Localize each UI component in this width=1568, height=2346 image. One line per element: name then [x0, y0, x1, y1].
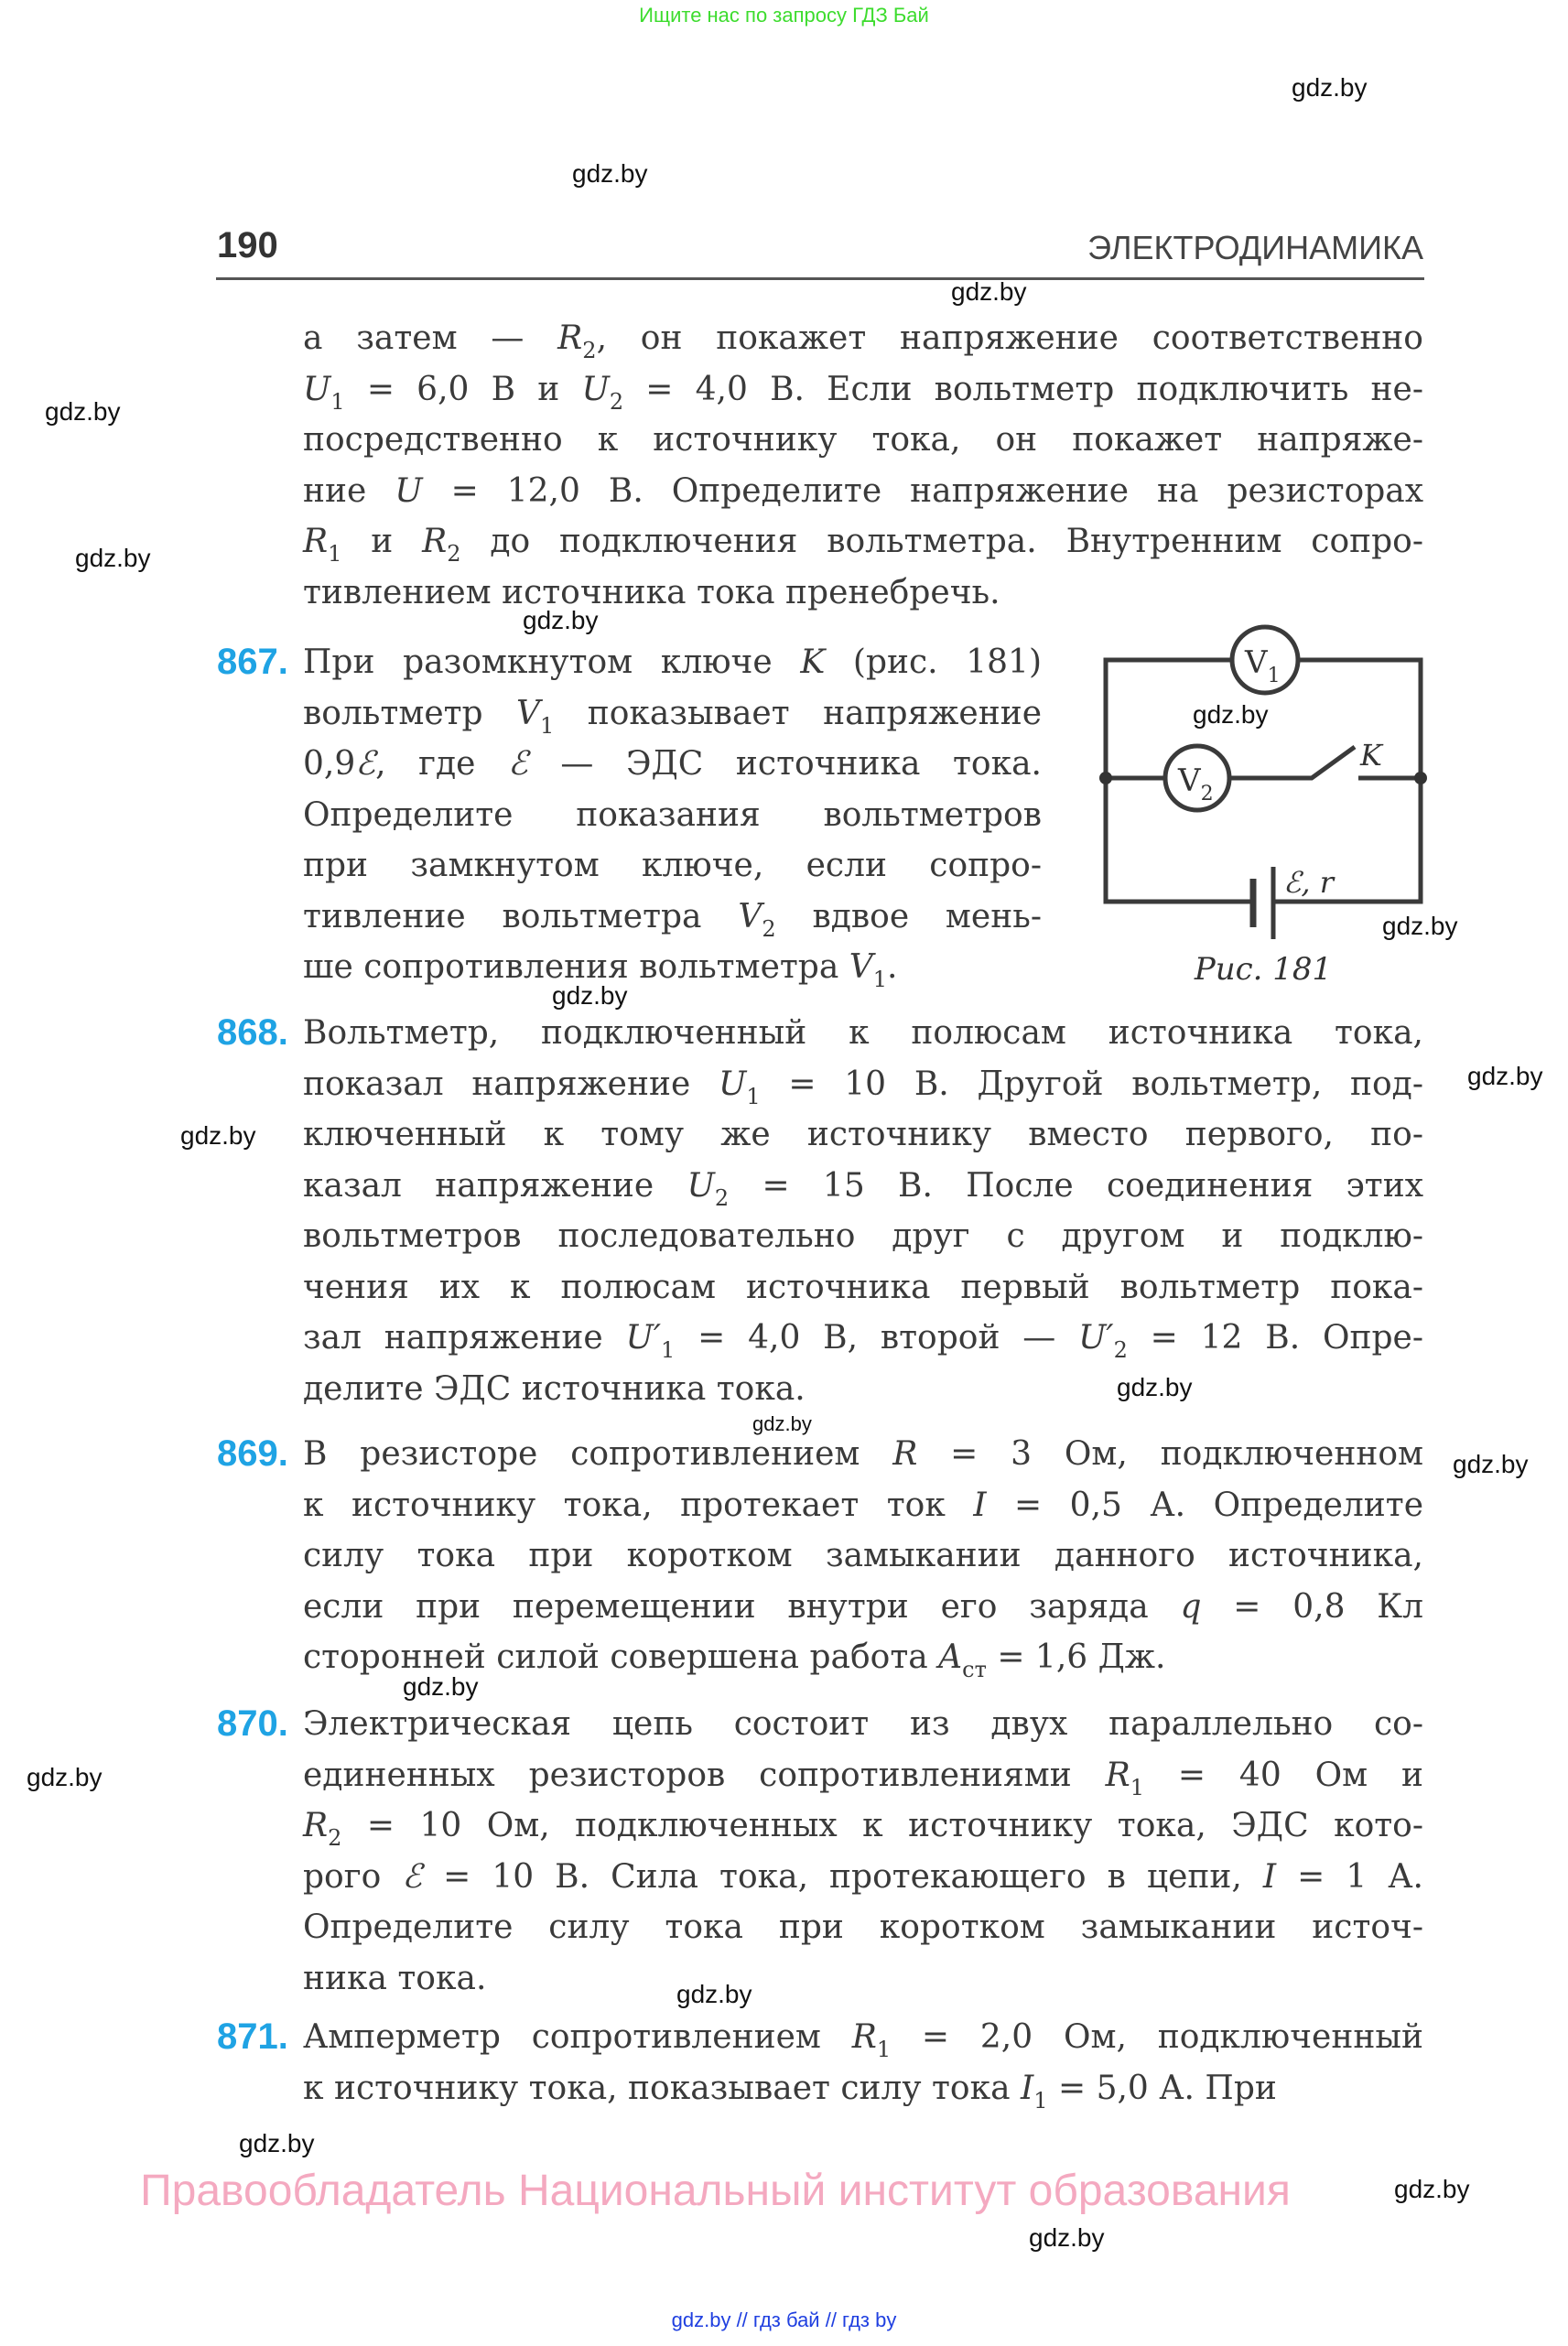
text-run: к источнику тока, показывает силу тока: [303, 2069, 1022, 2107]
watermark: gdz.by: [523, 606, 599, 634]
watermark: gdz.by: [572, 159, 648, 188]
variable-symbol: R: [892, 1435, 918, 1473]
text-run: показывает напряжение: [554, 694, 1042, 732]
variable-subscript: 2: [582, 338, 597, 363]
text-run: при замкнутом ключе, если сопро-: [303, 847, 1042, 884]
text-run: = 12 В. Опре-: [1127, 1319, 1423, 1357]
text-run: = 10 Ом, подключенных к источнику тока, ЭДС кото-: [341, 1807, 1423, 1844]
watermark: gdz.by: [1467, 1062, 1543, 1090]
watermark: gdz.by: [180, 1121, 256, 1150]
text-run: ника тока.: [303, 1959, 487, 1997]
text-run: = 4,0 В, второй —: [675, 1319, 1079, 1357]
variable-symbol: K: [800, 643, 826, 681]
section-title: ЭЛЕКТРОДИНАМИКА: [1087, 229, 1423, 266]
variable-subscript: 2: [762, 915, 776, 942]
text-run: тивление вольтметра: [303, 897, 739, 935]
page-number: 190: [217, 225, 278, 265]
footer-links[interactable]: gdz.by // гдз бай // гдз by: [671, 2308, 897, 2331]
variable-symbol: V: [516, 694, 541, 732]
text-run: , он покажет напряжение соответственно: [596, 319, 1423, 357]
watermark: gdz.by: [239, 2129, 315, 2157]
watermark: gdz.by: [27, 1763, 103, 1791]
watermark: gdz.by: [951, 277, 1027, 306]
variable-subscript: ст: [962, 1657, 987, 1682]
text-run: = 40 Ом и: [1144, 1756, 1423, 1794]
variable-symbol: U′: [625, 1319, 662, 1357]
text-run: .: [887, 948, 898, 986]
variable-symbol: R: [303, 1807, 329, 1844]
text-run: = 10 В. Сила тока, протекающего в цепи,: [422, 1857, 1263, 1896]
variable-symbol: U: [687, 1166, 715, 1205]
text-run: = 10 В. Другой вольтметр, под-: [760, 1065, 1423, 1103]
variable-symbol: R: [557, 319, 583, 357]
text-run: а затем —: [303, 319, 558, 357]
source-label: ℰ, r: [1283, 865, 1335, 900]
text-run: Амперметр сопротивлением: [303, 2018, 852, 2056]
variable-subscript: 2: [1113, 1337, 1128, 1363]
variable-symbol: ℰ: [402, 1857, 423, 1896]
variable-symbol: I: [973, 1486, 987, 1524]
variable-symbol: R: [1105, 1756, 1130, 1794]
variable-symbol: q: [1180, 1587, 1202, 1626]
variable-symbol: I: [1262, 1857, 1277, 1896]
watermark: gdz.by: [676, 1980, 752, 2008]
watermark: gdz.by: [403, 1672, 479, 1701]
variable-symbol: U: [719, 1065, 747, 1103]
problem-number: 868.: [217, 1012, 288, 1053]
variable-symbol: U: [395, 471, 423, 510]
variable-symbol: I: [1021, 2069, 1034, 2107]
text-run: Определите показания вольтметров: [303, 795, 1042, 834]
circuit-wires: [1106, 660, 1421, 902]
text-run: рого: [303, 1857, 403, 1896]
text-run: = 0,8 Кл: [1201, 1587, 1423, 1626]
watermark: gdz.by: [552, 981, 628, 1010]
problem-number: 869.: [217, 1433, 288, 1474]
text-run: = 1 А.: [1276, 1857, 1423, 1896]
text-run: зал напряжение: [303, 1319, 626, 1357]
variable-subscript: 2: [447, 541, 461, 567]
text-run: = 15 В. После соединения этих: [729, 1166, 1423, 1205]
variable-symbol: R: [851, 2018, 877, 2056]
variable-symbol: U: [303, 370, 331, 408]
text-run: = 3 Ом, подключенном: [917, 1435, 1424, 1473]
variable-symbol: ℰ: [508, 745, 528, 783]
watermark: gdz.by: [45, 397, 121, 426]
text-run: 0,9: [303, 745, 356, 783]
copyright-notice: Правообладатель Национальный институт образования: [140, 2167, 1291, 2215]
text-run: ключенный к тому же источнику вместо первого, по-: [303, 1116, 1423, 1153]
search-banner[interactable]: Ищите нас по запросу ГДЗ Бай: [639, 4, 929, 27]
text-run: При разомкнутом ключе: [303, 643, 801, 681]
watermark: gdz.by: [752, 1412, 812, 1435]
variable-symbol: U′: [1078, 1319, 1114, 1357]
variable-subscript: 2: [714, 1184, 730, 1211]
text-run: тивлением источника тока пренебречь.: [303, 573, 1000, 611]
text-run: — ЭДС источника тока.: [527, 745, 1042, 783]
variable-subscript: 2: [328, 1825, 342, 1851]
variable-subscript: 1: [876, 2037, 892, 2062]
text-run: вольтметров последовательно друг с другом и подклю-: [303, 1217, 1423, 1255]
junction-dot-left: [1099, 772, 1112, 784]
figure-caption: Рис. 181: [1194, 951, 1333, 988]
v2-label: $V_2$: [1178, 762, 1214, 805]
watermark: gdz.by: [1292, 73, 1368, 102]
watermark: gdz.by: [1117, 1373, 1193, 1401]
text-run: вдвое мень-: [775, 897, 1042, 935]
text-run: если при перемещении внутри его заряда: [303, 1587, 1181, 1626]
variable-symbol: R: [422, 523, 448, 560]
problem-number: 871.: [217, 2016, 288, 2057]
key-label: K: [1360, 738, 1382, 773]
text-run: (рис. 181): [825, 643, 1042, 681]
variable-subscript: 2: [609, 388, 624, 415]
junction-dot-right: [1414, 772, 1427, 784]
text-run: = 0,5 А. Определите: [986, 1486, 1423, 1524]
problem-number: 870.: [217, 1703, 288, 1744]
variable-subscript: 1: [661, 1337, 676, 1363]
watermark: gdz.by: [1394, 2175, 1470, 2203]
text-run: чения их к полюсам источника первый вольтметр пока-: [303, 1268, 1423, 1306]
variable-symbol: U: [581, 370, 610, 408]
text-run: Определите силу тока при коротком замыкании источ-: [303, 1908, 1423, 1946]
text-run: казал напряжение: [303, 1166, 687, 1205]
watermark: gdz.by: [1193, 700, 1269, 729]
text-run: Электрическая цепь состоит из двух параллельно со-: [303, 1705, 1423, 1743]
text-run: единенных резисторов сопротивлениями: [303, 1756, 1106, 1794]
variable-symbol: V: [849, 948, 873, 986]
text-run: Вольтметр, подключенный к полюсам источника тока,: [303, 1014, 1423, 1052]
text-run: и: [341, 523, 423, 560]
watermark: gdz.by: [1029, 2223, 1105, 2252]
text-run: = 6,0 В и: [344, 370, 582, 408]
text-run: к источнику тока, протекает ток: [303, 1486, 974, 1524]
text-run: ние: [303, 471, 395, 510]
text-run: = 2,0 Ом, подключенный: [891, 2018, 1423, 2056]
variable-subscript: 1: [330, 388, 345, 415]
variable-symbol: ℰ: [355, 745, 376, 783]
variable-subscript: 1: [1130, 1774, 1145, 1800]
text-run: = 5,0 А. При: [1047, 2069, 1277, 2107]
text-run: = 1,6 Дж.: [986, 1638, 1166, 1676]
watermark: gdz.by: [75, 544, 151, 572]
variable-symbol: V: [738, 897, 762, 935]
text-run: силу тока при коротком замыкании данного источника,: [303, 1537, 1423, 1574]
text-run: посредственно к источнику тока, он покажет напряже-: [303, 421, 1423, 459]
variable-subscript: 1: [746, 1083, 761, 1109]
text-run: делите ЭДС источника тока.: [303, 1369, 806, 1408]
v1-label: $V_1$: [1245, 644, 1281, 687]
variable-symbol: A: [938, 1638, 963, 1676]
text-run: сторонней силой совершена работа: [303, 1638, 939, 1676]
problem-number: 867.: [217, 642, 288, 682]
variable-subscript: 1: [872, 967, 888, 992]
watermark: gdz.by: [1382, 912, 1458, 940]
text-run: показал напряжение: [303, 1065, 719, 1103]
variable-subscript: 1: [1033, 2087, 1048, 2114]
text-run: до подключения вольтметра. Внутренним сопро-: [460, 523, 1424, 560]
text-run: = 4,0 В. Если вольтметр подключить не-: [623, 370, 1423, 408]
watermark: gdz.by: [1453, 1450, 1529, 1478]
variable-symbol: R: [303, 523, 329, 560]
text-run: , где: [375, 745, 509, 783]
text-run: В резисторе сопротивлением: [303, 1435, 893, 1473]
text-run: ше сопротивления вольтметра: [303, 948, 849, 986]
variable-subscript: 1: [540, 712, 555, 739]
variable-subscript: 1: [328, 541, 342, 567]
text-run: = 12,0 В. Определите напряжение на резисторах: [422, 471, 1423, 510]
text-run: вольтметр: [303, 694, 517, 732]
